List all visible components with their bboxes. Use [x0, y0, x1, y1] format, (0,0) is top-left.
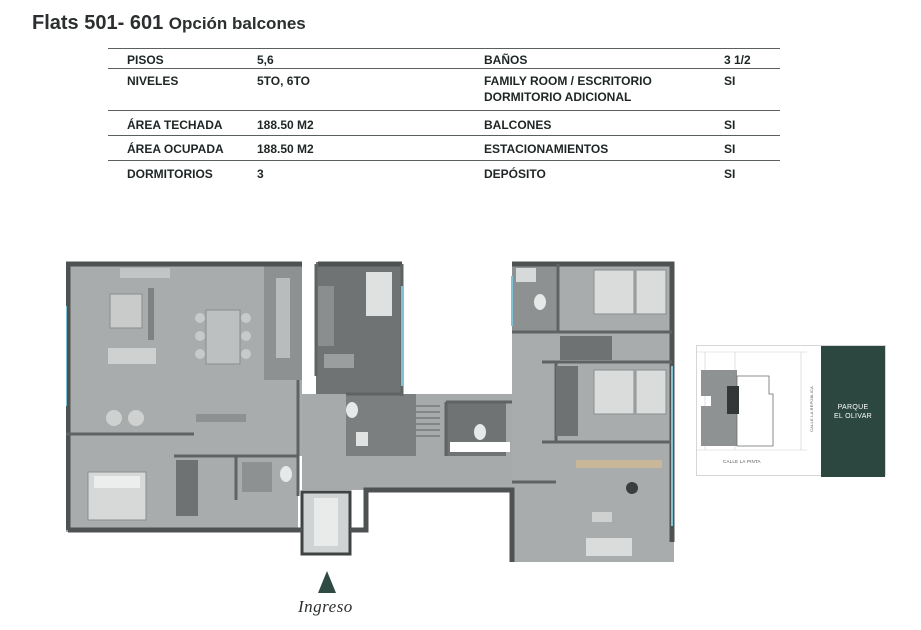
- spec-value: SI: [724, 142, 736, 156]
- site-plan-icon: [697, 346, 821, 475]
- park-label: EL OLIVAR: [833, 412, 873, 420]
- spec-value: 188.50 M2: [257, 142, 314, 156]
- spec-value: SI: [724, 167, 736, 181]
- spec-value: 5TO, 6TO: [257, 74, 310, 88]
- spec-label: BAÑOS: [484, 53, 528, 67]
- location-map: [696, 345, 886, 476]
- spec-value: 3 1/2: [724, 53, 751, 67]
- park-block: [821, 346, 885, 477]
- spec-label: DORMITORIOS: [127, 167, 213, 181]
- floor-plan: [66, 246, 676, 566]
- entrance-arrow-icon: [318, 571, 336, 593]
- spec-value: 5,6: [257, 53, 274, 67]
- spec-row: [108, 161, 780, 187]
- spec-value: SI: [724, 118, 736, 132]
- spec-label: PISOS: [127, 53, 164, 67]
- spec-row: [108, 111, 780, 136]
- spec-row: [108, 69, 780, 111]
- spec-table: [108, 48, 780, 187]
- entrance-label: Ingreso: [298, 597, 353, 616]
- park-label: PARQUE: [837, 403, 869, 411]
- spec-label: NIVELES: [127, 74, 179, 88]
- spec-label: ÁREA OCUPADA: [127, 142, 224, 156]
- spec-label: FAMILY ROOM / ESCRITORIO: [484, 74, 652, 88]
- street-label: CALLE LA REPÚBLICA: [809, 386, 814, 432]
- title-main: Flats 501- 601: [32, 12, 164, 34]
- spec-label: ESTACIONAMIENTOS: [484, 142, 609, 156]
- spec-label: ÁREA TECHADA: [127, 118, 223, 132]
- stair-core: [346, 394, 416, 456]
- street-label: CALLE LA PINTA: [723, 459, 761, 464]
- spec-value: 3: [257, 167, 264, 181]
- spec-row: [108, 48, 780, 69]
- spec-value: 188.50 M2: [257, 118, 314, 132]
- title-sub: Opción balcones: [168, 14, 306, 33]
- spec-row: [108, 136, 780, 161]
- spec-value: SI: [724, 74, 736, 88]
- page-title: [32, 12, 306, 35]
- spec-label: DORMITORIO ADICIONAL: [484, 90, 632, 104]
- spec-label: BALCONES: [484, 118, 552, 132]
- spec-label: DEPÓSITO: [484, 167, 546, 181]
